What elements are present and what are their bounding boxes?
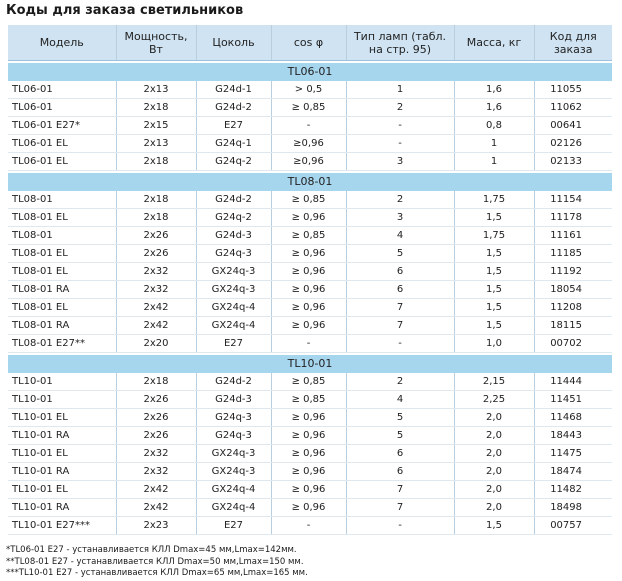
cell-socket: G24q-2	[196, 209, 271, 227]
cell-power: 2x26	[116, 409, 196, 427]
cell-lamp-type: 5	[346, 409, 454, 427]
cell-order-code: 11055	[534, 81, 612, 99]
cell-model: TL06-01	[8, 99, 116, 117]
cell-socket: G24q-3	[196, 427, 271, 445]
cell-order-code: 18115	[534, 317, 612, 335]
cell-mass: 2,0	[454, 481, 534, 499]
table-row	[8, 227, 612, 245]
cell-cos-phi: ≥ 0,96	[271, 245, 346, 263]
cell-socket: G24q-3	[196, 409, 271, 427]
cell-lamp-type: 4	[346, 391, 454, 409]
cell-socket: G24q-1	[196, 135, 271, 153]
cell-model: TL08-01 E27**	[8, 335, 116, 353]
cell-model: TL06-01	[8, 81, 116, 99]
header-mass: Масса, кг	[454, 25, 534, 61]
cell-cos-phi: ≥ 0,96	[271, 317, 346, 335]
table-row	[8, 263, 612, 281]
cell-power: 2x32	[116, 463, 196, 481]
cell-mass: 1,5	[454, 281, 534, 299]
order-codes-table	[8, 25, 612, 535]
cell-power: 2x18	[116, 99, 196, 117]
cell-cos-phi: ≥ 0,85	[271, 227, 346, 245]
cell-power: 2x26	[116, 227, 196, 245]
cell-socket: GX24q-4	[196, 499, 271, 517]
cell-cos-phi: ≥ 0,85	[271, 99, 346, 117]
cell-socket: G24d-3	[196, 391, 271, 409]
cell-socket: G24d-2	[196, 373, 271, 391]
cell-model: TL10-01	[8, 373, 116, 391]
cell-mass: 1,5	[454, 263, 534, 281]
cell-order-code: 11482	[534, 481, 612, 499]
cell-order-code: 00757	[534, 517, 612, 535]
cell-power: 2x15	[116, 117, 196, 135]
cell-cos-phi: > 0,5	[271, 81, 346, 99]
table-row	[8, 409, 612, 427]
cell-model: TL10-01 E27***	[8, 517, 116, 535]
cell-mass: 2,0	[454, 499, 534, 517]
cell-socket: G24d-3	[196, 227, 271, 245]
header-power: Мощность, Вт	[116, 25, 196, 61]
cell-power: 2x32	[116, 281, 196, 299]
cell-mass: 1,5	[454, 317, 534, 335]
cell-lamp-type: 7	[346, 481, 454, 499]
cell-lamp-type: 5	[346, 427, 454, 445]
cell-mass: 1,5	[454, 517, 534, 535]
cell-model: TL08-01	[8, 191, 116, 209]
cell-order-code: 11475	[534, 445, 612, 463]
cell-lamp-type: 2	[346, 373, 454, 391]
section-title: TL10-01	[8, 355, 612, 373]
table-row	[8, 391, 612, 409]
cell-cos-phi: ≥ 0,96	[271, 481, 346, 499]
cell-model: TL08-01 EL	[8, 245, 116, 263]
footnote-3: ***TL10-01 E27 - устанавливается КЛЛ Dmax=65 мм,Lmax=165 мм.	[6, 568, 308, 578]
footnote-2: **TL08-01 E27 - устанавливается КЛЛ Dmax=50 мм,Lmax=150 мм.	[6, 556, 304, 567]
cell-mass: 1,0	[454, 335, 534, 353]
cell-cos-phi: ≥ 0,96	[271, 409, 346, 427]
cell-power: 2x13	[116, 81, 196, 99]
cell-order-code: 11062	[534, 99, 612, 117]
section-title: TL08-01	[8, 173, 612, 191]
cell-power: 2x26	[116, 245, 196, 263]
cell-cos-phi: ≥ 0,96	[271, 281, 346, 299]
cell-power: 2x18	[116, 373, 196, 391]
cell-order-code: 11444	[534, 373, 612, 391]
cell-mass: 1,5	[454, 245, 534, 263]
cell-socket: GX24q-3	[196, 263, 271, 281]
cell-lamp-type: 6	[346, 263, 454, 281]
header-model: Модель	[8, 25, 116, 61]
cell-lamp-type: 3	[346, 209, 454, 227]
table-row	[8, 153, 612, 171]
cell-socket: GX24q-4	[196, 317, 271, 335]
table-row	[8, 499, 612, 517]
cell-lamp-type: 4	[346, 227, 454, 245]
cell-lamp-type: -	[346, 517, 454, 535]
cell-power: 2x42	[116, 299, 196, 317]
cell-socket: GX24q-4	[196, 299, 271, 317]
cell-mass: 1,75	[454, 191, 534, 209]
cell-cos-phi: ≥ 0,96	[271, 445, 346, 463]
cell-order-code: 11178	[534, 209, 612, 227]
cell-socket: G24q-2	[196, 153, 271, 171]
cell-mass: 2,0	[454, 409, 534, 427]
cell-power: 2x42	[116, 317, 196, 335]
table-row	[8, 299, 612, 317]
cell-order-code: 02126	[534, 135, 612, 153]
cell-model: TL10-01 RA	[8, 427, 116, 445]
cell-cos-phi: ≥ 0,85	[271, 391, 346, 409]
cell-model: TL10-01 EL	[8, 409, 116, 427]
cell-model: TL10-01 RA	[8, 463, 116, 481]
section-header-row	[8, 63, 612, 81]
cell-mass: 1,5	[454, 299, 534, 317]
cell-socket: G24d-1	[196, 81, 271, 99]
cell-power: 2x18	[116, 191, 196, 209]
cell-order-code: 18443	[534, 427, 612, 445]
cell-cos-phi: ≥ 0,96	[271, 263, 346, 281]
cell-lamp-type: 5	[346, 245, 454, 263]
table-row	[8, 427, 612, 445]
cell-mass: 2,0	[454, 427, 534, 445]
cell-lamp-type: 7	[346, 317, 454, 335]
table-row	[8, 81, 612, 99]
section-title: TL06-01	[8, 63, 612, 81]
table-row	[8, 335, 612, 353]
cell-power: 2x42	[116, 481, 196, 499]
cell-socket: GX24q-3	[196, 463, 271, 481]
table-row	[8, 281, 612, 299]
cell-socket: E27	[196, 517, 271, 535]
cell-power: 2x18	[116, 153, 196, 171]
cell-model: TL06-01 EL	[8, 135, 116, 153]
cell-power: 2x32	[116, 445, 196, 463]
header-lamp-type: Тип ламп (табл. на стр. 95)	[346, 25, 454, 61]
footnotes	[6, 545, 308, 580]
header-row	[8, 25, 612, 61]
cell-lamp-type: 3	[346, 153, 454, 171]
cell-mass: 1,6	[454, 99, 534, 117]
cell-power: 2x32	[116, 263, 196, 281]
cell-model: TL08-01 EL	[8, 209, 116, 227]
cell-cos-phi: ≥ 0,85	[271, 373, 346, 391]
cell-lamp-type: 6	[346, 281, 454, 299]
cell-cos-phi: ≥ 0,96	[271, 299, 346, 317]
cell-order-code: 00702	[534, 335, 612, 353]
cell-power: 2x26	[116, 427, 196, 445]
cell-power: 2x42	[116, 499, 196, 517]
table-row	[8, 517, 612, 535]
cell-cos-phi: -	[271, 117, 346, 135]
table-row	[8, 99, 612, 117]
cell-order-code: 18498	[534, 499, 612, 517]
table-row	[8, 135, 612, 153]
cell-cos-phi: -	[271, 335, 346, 353]
cell-lamp-type: 1	[346, 81, 454, 99]
cell-order-code: 11451	[534, 391, 612, 409]
cell-lamp-type: 7	[346, 299, 454, 317]
cell-model: TL06-01 EL	[8, 153, 116, 171]
cell-mass: 2,15	[454, 373, 534, 391]
cell-model: TL10-01	[8, 391, 116, 409]
cell-socket: G24d-2	[196, 191, 271, 209]
header-order-code: Код для заказа	[534, 25, 612, 61]
cell-order-code: 02133	[534, 153, 612, 171]
cell-lamp-type: -	[346, 135, 454, 153]
table-row	[8, 245, 612, 263]
cell-model: TL10-01 RA	[8, 499, 116, 517]
cell-socket: G24q-3	[196, 245, 271, 263]
cell-order-code: 18474	[534, 463, 612, 481]
cell-mass: 2,0	[454, 463, 534, 481]
cell-model: TL08-01 EL	[8, 263, 116, 281]
cell-power: 2x18	[116, 209, 196, 227]
cell-mass: 2,0	[454, 445, 534, 463]
header-cos-phi: cos φ	[271, 25, 346, 61]
cell-model: TL08-01	[8, 227, 116, 245]
cell-order-code: 11468	[534, 409, 612, 427]
cell-mass: 1,5	[454, 209, 534, 227]
cell-mass: 1	[454, 135, 534, 153]
cell-order-code: 11192	[534, 263, 612, 281]
cell-socket: GX24q-3	[196, 281, 271, 299]
cell-order-code: 11208	[534, 299, 612, 317]
cell-mass: 1,6	[454, 81, 534, 99]
cell-order-code: 18054	[534, 281, 612, 299]
cell-lamp-type: 7	[346, 499, 454, 517]
header-socket: Цоколь	[196, 25, 271, 61]
cell-cos-phi: ≥0,96	[271, 153, 346, 171]
cell-model: TL08-01 RA	[8, 281, 116, 299]
cell-lamp-type: 2	[346, 191, 454, 209]
cell-model: TL08-01 RA	[8, 317, 116, 335]
cell-cos-phi: ≥ 0,96	[271, 499, 346, 517]
cell-lamp-type: -	[346, 117, 454, 135]
cell-cos-phi: ≥ 0,85	[271, 191, 346, 209]
cell-lamp-type: 2	[346, 99, 454, 117]
cell-socket: E27	[196, 117, 271, 135]
cell-cos-phi: -	[271, 517, 346, 535]
table-row	[8, 191, 612, 209]
table-row	[8, 117, 612, 135]
table-row	[8, 317, 612, 335]
table-row	[8, 481, 612, 499]
cell-lamp-type: 6	[346, 463, 454, 481]
cell-socket: GX24q-4	[196, 481, 271, 499]
cell-order-code: 11161	[534, 227, 612, 245]
section-header-row	[8, 173, 612, 191]
cell-power: 2x26	[116, 391, 196, 409]
cell-cos-phi: ≥0,96	[271, 135, 346, 153]
cell-cos-phi: ≥ 0,96	[271, 209, 346, 227]
cell-model: TL10-01 EL	[8, 445, 116, 463]
cell-lamp-type: -	[346, 335, 454, 353]
cell-order-code: 00641	[534, 117, 612, 135]
table-row	[8, 445, 612, 463]
cell-mass: 0,8	[454, 117, 534, 135]
cell-mass: 1	[454, 153, 534, 171]
cell-cos-phi: ≥ 0,96	[271, 463, 346, 481]
cell-model: TL08-01 EL	[8, 299, 116, 317]
cell-lamp-type: 6	[346, 445, 454, 463]
table-row	[8, 209, 612, 227]
table-row	[8, 373, 612, 391]
cell-power: 2x23	[116, 517, 196, 535]
cell-mass: 1,75	[454, 227, 534, 245]
cell-cos-phi: ≥ 0,96	[271, 427, 346, 445]
table-row	[8, 463, 612, 481]
cell-model: TL06-01 E27*	[8, 117, 116, 135]
section-header-row	[8, 355, 612, 373]
cell-power: 2x20	[116, 335, 196, 353]
cell-power: 2x13	[116, 135, 196, 153]
cell-model: TL10-01 EL	[8, 481, 116, 499]
cell-socket: G24d-2	[196, 99, 271, 117]
page-title: Коды для заказа светильников	[6, 3, 244, 18]
cell-socket: GX24q-3	[196, 445, 271, 463]
cell-socket: E27	[196, 335, 271, 353]
cell-order-code: 11185	[534, 245, 612, 263]
footnote-1: *TL06-01 E27 - устанавливается КЛЛ Dmax=45 мм,Lmax=142мм.	[6, 545, 297, 555]
cell-order-code: 11154	[534, 191, 612, 209]
cell-mass: 2,25	[454, 391, 534, 409]
